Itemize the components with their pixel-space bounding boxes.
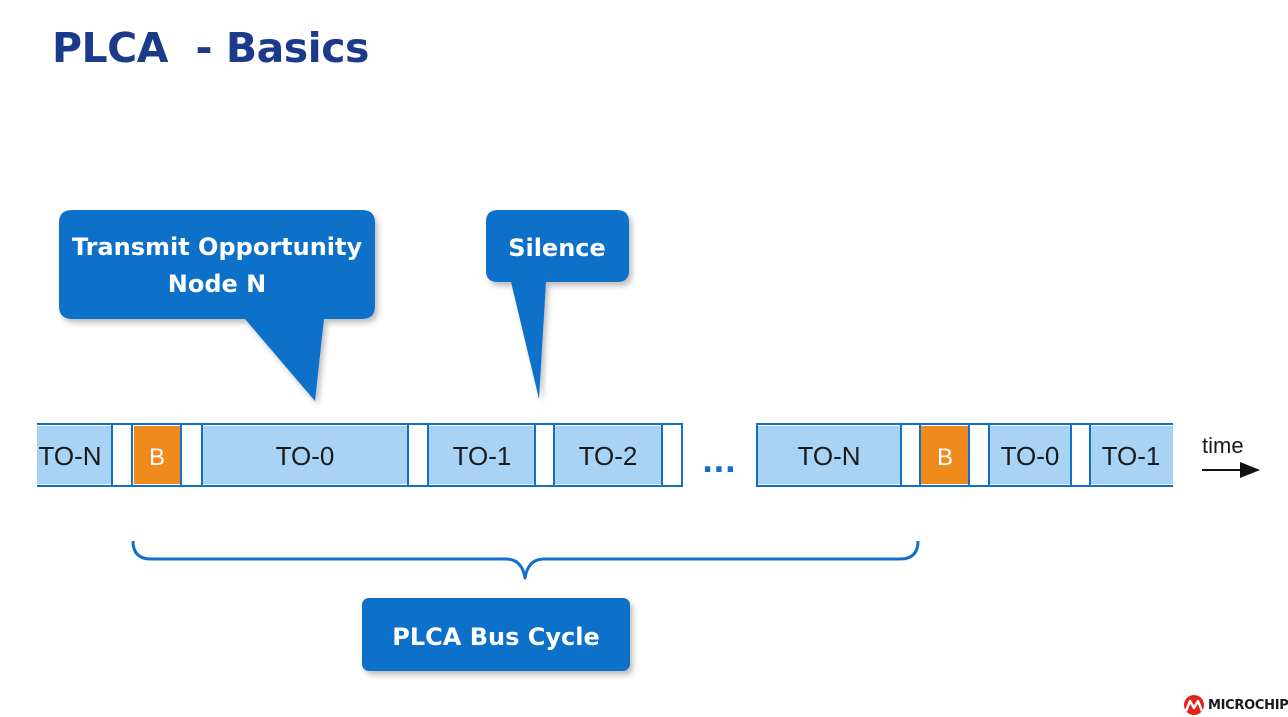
beacon-label-left: B [148, 444, 166, 471]
segment-label-to-0-right: TO-0 [1000, 441, 1060, 471]
transmit-callout-line2: Node N [167, 270, 267, 298]
bus-cycle-label: PLCA Bus Cycle [392, 623, 600, 651]
time-axis-label: time [1202, 433, 1244, 458]
segment-label-to-n-right: TO-N [797, 441, 861, 471]
segment-label-to-1-left: TO-1 [452, 441, 512, 471]
microchip-logo [1183, 694, 1288, 716]
transmit-callout-line1: Transmit Opportunity [71, 233, 363, 261]
silence-callout-text: Silence [508, 234, 606, 262]
segment-label-to-n-left: TO-N [38, 441, 102, 471]
bus-cycle-brace [133, 541, 918, 578]
microchip-logo-icon [1183, 695, 1205, 715]
slide-title: PLCA - Basics [52, 24, 369, 72]
logo-text: MICROCHIP [1208, 697, 1288, 713]
segment-label-to-1-right: TO-1 [1101, 441, 1161, 471]
timeline-ellipsis: ... [701, 445, 737, 480]
beacon-label-right: B [936, 444, 954, 471]
segment-label-to-2: TO-2 [578, 441, 638, 471]
segment-label-to-0-left: TO-0 [275, 441, 335, 471]
